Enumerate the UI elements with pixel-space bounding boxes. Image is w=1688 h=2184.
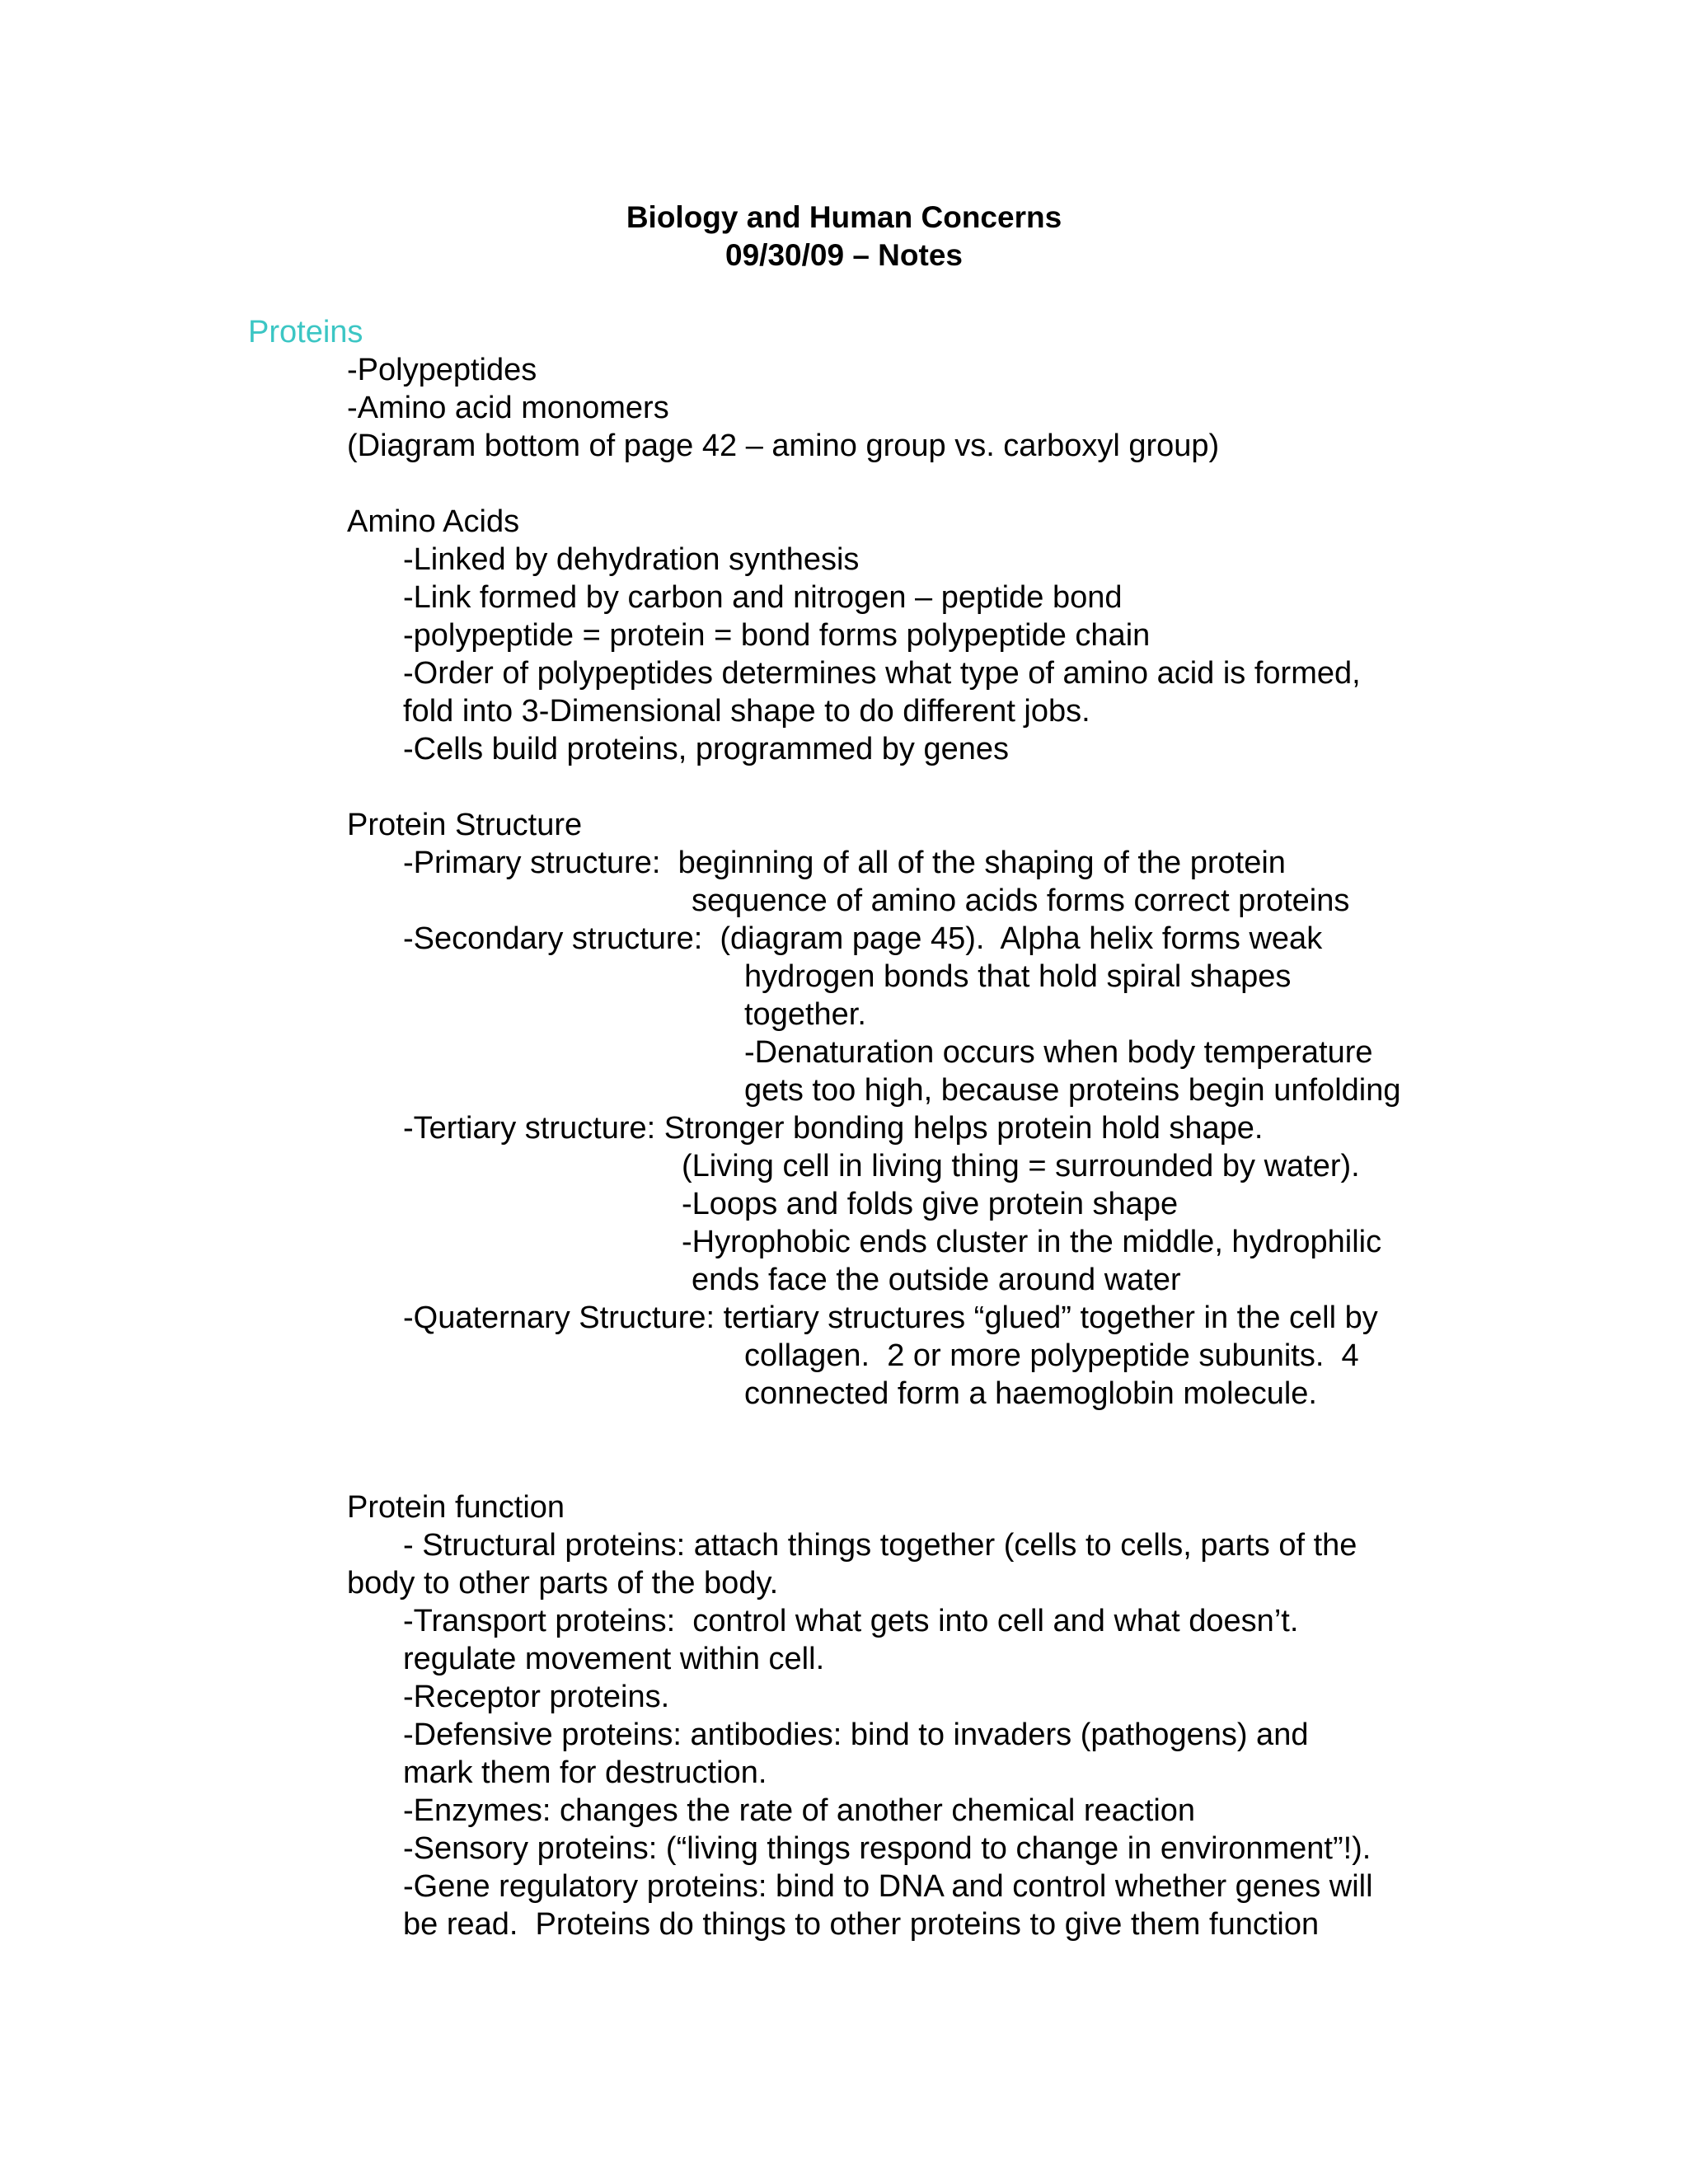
protein-function-line-10: -Gene regulatory proteins: bind to DNA and control whether genes will (403, 1869, 1373, 1904)
primary-structure-line-1: -Primary structure: beginning of all of the shaping of the protein (403, 846, 1286, 880)
subheading-protein-function: Protein function (347, 1490, 565, 1525)
proteins-line-2: -Amino acid monomers (347, 391, 669, 425)
tertiary-structure-line-1: -Tertiary structure: Stronger bonding helps protein hold shape. (403, 1111, 1264, 1146)
protein-function-line-7: mark them for destruction. (403, 1755, 767, 1790)
amino-acids-line-1: -Linked by dehydration synthesis (403, 542, 860, 577)
tertiary-structure-line-4: -Hyrophobic ends cluster in the middle, hydrophilic (682, 1225, 1382, 1259)
protein-function-line-6: -Defensive proteins: antibodies: bind to invaders (pathogens) and (403, 1718, 1309, 1752)
protein-function-line-9: -Sensory proteins: (“living things respond to change in environment”!). (403, 1831, 1372, 1866)
quaternary-structure-line-2: collagen. 2 or more polypeptide subunits. 4 (744, 1338, 1359, 1373)
document-subtitle: 09/30/09 – Notes (725, 238, 963, 272)
protein-function-line-8: -Enzymes: changes the rate of another chemical reaction (403, 1793, 1196, 1828)
amino-acids-line-3: -polypeptide = protein = bond forms polypeptide chain (403, 618, 1151, 653)
quaternary-structure-line-3: connected form a haemoglobin molecule. (744, 1376, 1317, 1411)
proteins-line-1: -Polypeptides (347, 353, 537, 387)
section-heading-proteins: Proteins (248, 315, 363, 349)
protein-function-line-4: regulate movement within cell. (403, 1642, 825, 1676)
subheading-amino-acids: Amino Acids (347, 504, 520, 539)
tertiary-structure-line-2: (Living cell in living thing = surrounded by water). (682, 1149, 1360, 1183)
secondary-structure-line-2: hydrogen bonds that hold spiral shapes (744, 959, 1292, 994)
secondary-structure-line-5: gets too high, because proteins begin unfolding (744, 1073, 1401, 1108)
protein-function-line-5: -Receptor proteins. (403, 1680, 670, 1714)
amino-acids-line-4: -Order of polypeptides determines what type of amino acid is formed, (403, 656, 1361, 691)
protein-function-line-1: - Structural proteins: attach things together (cells to cells, parts of the (403, 1528, 1357, 1563)
protein-function-line-3: -Transport proteins: control what gets into cell and what doesn’t. (403, 1604, 1299, 1638)
secondary-structure-line-1: -Secondary structure: (diagram page 45). Alpha helix forms weak (403, 921, 1323, 956)
protein-function-line-11: be read. Proteins do things to other proteins to give them function (403, 1907, 1320, 1942)
amino-acids-line-2: -Link formed by carbon and nitrogen – peptide bond (403, 580, 1123, 615)
protein-function-line-2: body to other parts of the body. (347, 1566, 779, 1601)
amino-acids-line-6: -Cells build proteins, programmed by genes (403, 732, 1010, 766)
document-title: Biology and Human Concerns (626, 200, 1062, 234)
subheading-protein-structure: Protein Structure (347, 808, 583, 842)
secondary-structure-line-4: -Denaturation occurs when body temperature (744, 1035, 1373, 1070)
quaternary-structure-line-1: -Quaternary Structure: tertiary structures “glued” together in the cell by (403, 1301, 1378, 1335)
amino-acids-line-5: fold into 3-Dimensional shape to do different jobs. (403, 694, 1090, 729)
secondary-structure-line-3: together. (744, 997, 866, 1032)
proteins-line-3: (Diagram bottom of page 42 – amino group vs. carboxyl group) (347, 429, 1220, 463)
tertiary-structure-line-3: -Loops and folds give protein shape (682, 1187, 1179, 1221)
primary-structure-line-2: sequence of amino acids forms correct proteins (692, 883, 1350, 918)
tertiary-structure-line-5: ends face the outside around water (692, 1263, 1181, 1297)
